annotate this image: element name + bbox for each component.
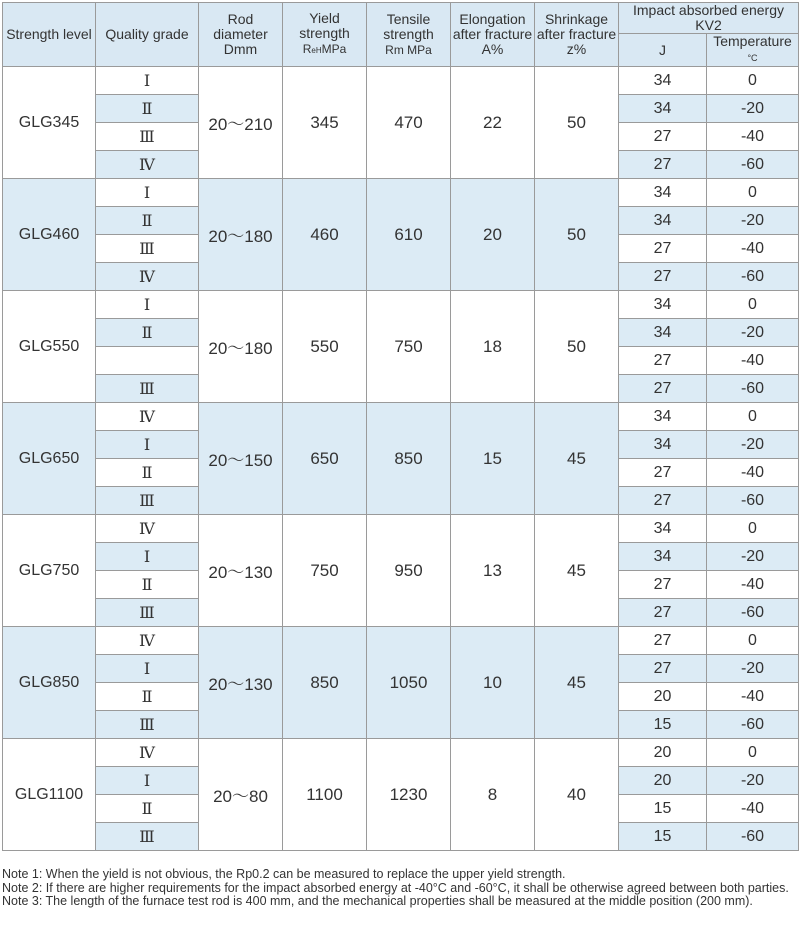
quality-grade-cell: Ⅱ bbox=[96, 319, 199, 347]
quality-grade-cell: Ⅱ bbox=[96, 571, 199, 599]
impact-j-cell: 27 bbox=[619, 347, 707, 375]
impact-temperature-cell: -40 bbox=[707, 235, 799, 263]
impact-temperature-cell: -20 bbox=[707, 95, 799, 123]
impact-j-cell: 34 bbox=[619, 207, 707, 235]
impact-temperature-cell: -60 bbox=[707, 487, 799, 515]
rod-diameter-cell: 20～210 bbox=[199, 67, 283, 179]
impact-temperature-cell: -20 bbox=[707, 655, 799, 683]
quality-grade-cell: Ⅰ bbox=[96, 431, 199, 459]
quality-grade-cell: Ⅲ bbox=[96, 599, 199, 627]
table-row bbox=[3, 739, 799, 767]
elongation-cell: 20 bbox=[451, 179, 535, 291]
yield-strength-cell: 850 bbox=[283, 627, 367, 739]
yield-strength-cell: 1100 bbox=[283, 739, 367, 851]
impact-temperature-cell: -20 bbox=[707, 543, 799, 571]
tensile-strength-cell: 950 bbox=[367, 515, 451, 627]
rod-diameter-cell: 20～150 bbox=[199, 403, 283, 515]
impact-temperature-cell: -40 bbox=[707, 459, 799, 487]
impact-temperature-cell: 0 bbox=[707, 627, 799, 655]
quality-grade-cell: Ⅳ bbox=[96, 403, 199, 431]
strength-level-cell: GLG550 bbox=[3, 291, 96, 403]
tensile-strength-cell: 610 bbox=[367, 179, 451, 291]
note-2: Note 2: If there are higher requirements for the impact absorbed energy at -40°C and -60°C, it shall be otherwise agreed between both parties. bbox=[2, 880, 789, 895]
elongation-cell: 10 bbox=[451, 627, 535, 739]
quality-grade-cell: Ⅳ bbox=[96, 627, 199, 655]
quality-grade-cell: Ⅰ bbox=[96, 179, 199, 207]
table-body bbox=[3, 67, 799, 851]
table-row bbox=[3, 67, 799, 95]
impact-j-cell: 15 bbox=[619, 711, 707, 739]
impact-j-cell: 27 bbox=[619, 375, 707, 403]
quality-grade-cell: Ⅲ bbox=[96, 823, 199, 851]
strength-level-cell: GLG650 bbox=[3, 403, 96, 515]
impact-temperature-cell: 0 bbox=[707, 67, 799, 95]
shrinkage-cell: 50 bbox=[535, 67, 619, 179]
impact-j-cell: 34 bbox=[619, 431, 707, 459]
impact-j-cell: 20 bbox=[619, 683, 707, 711]
quality-grade-cell: Ⅲ bbox=[96, 123, 199, 151]
impact-j-cell: 15 bbox=[619, 823, 707, 851]
mechanical-properties-table bbox=[2, 2, 799, 851]
tensile-strength-label: Tensile strength bbox=[383, 10, 434, 42]
impact-j-cell: 27 bbox=[619, 599, 707, 627]
shrinkage-unit: z% bbox=[566, 41, 587, 57]
elongation-cell: 18 bbox=[451, 291, 535, 403]
impact-temperature-cell: 0 bbox=[707, 739, 799, 767]
impact-j-cell: 27 bbox=[619, 655, 707, 683]
header-quality-grade: Quality grade bbox=[96, 3, 199, 67]
elongation-cell: 13 bbox=[451, 515, 535, 627]
table-row bbox=[3, 627, 799, 655]
header-strength-level: Strength level bbox=[3, 3, 96, 67]
impact-temperature-cell: -60 bbox=[707, 375, 799, 403]
impact-temperature-cell: -60 bbox=[707, 711, 799, 739]
temperature-unit: °C bbox=[747, 53, 758, 63]
rod-diameter-cell: 20～180 bbox=[199, 179, 283, 291]
table-row bbox=[3, 403, 799, 431]
impact-j-cell: 34 bbox=[619, 319, 707, 347]
yield-strength-label: Yield strength bbox=[299, 10, 350, 41]
impact-temperature-cell: -20 bbox=[707, 767, 799, 795]
tensile-strength-cell: 1230 bbox=[367, 739, 451, 851]
impact-temperature-cell: -60 bbox=[707, 599, 799, 627]
rod-diameter-cell: 20～130 bbox=[199, 627, 283, 739]
impact-j-cell: 27 bbox=[619, 263, 707, 291]
impact-j-cell: 20 bbox=[619, 767, 707, 795]
impact-temperature-cell: -40 bbox=[707, 571, 799, 599]
tensile-strength-cell: 1050 bbox=[367, 627, 451, 739]
header-elongation bbox=[451, 3, 535, 67]
tensile-strength-cell: 750 bbox=[367, 291, 451, 403]
strength-level-cell: GLG850 bbox=[3, 627, 96, 739]
shrinkage-cell: 50 bbox=[535, 291, 619, 403]
tensile-strength-cell: 850 bbox=[367, 403, 451, 515]
impact-j-cell: 34 bbox=[619, 543, 707, 571]
note-1: Note 1: When the yield is not obvious, the Rp0.2 can be measured to replace the upper yield strength. bbox=[2, 867, 566, 881]
shrinkage-cell: 50 bbox=[535, 179, 619, 291]
header-impact-j: J bbox=[619, 34, 707, 67]
yield-strength-cell: 650 bbox=[283, 403, 367, 515]
quality-grade-cell bbox=[96, 347, 199, 375]
impact-temperature-cell: -60 bbox=[707, 263, 799, 291]
quality-grade-cell: Ⅱ bbox=[96, 459, 199, 487]
strength-level-cell: GLG1100 bbox=[3, 739, 96, 851]
quality-grade-cell: Ⅱ bbox=[96, 207, 199, 235]
shrinkage-cell: 45 bbox=[535, 627, 619, 739]
impact-temperature-cell: 0 bbox=[707, 179, 799, 207]
elongation-cell: 8 bbox=[451, 739, 535, 851]
quality-grade-cell: Ⅳ bbox=[96, 263, 199, 291]
table-header bbox=[3, 3, 799, 67]
elongation-label: Elongation after fracture bbox=[452, 11, 533, 42]
quality-grade-cell: Ⅲ bbox=[96, 711, 199, 739]
impact-j-cell: 27 bbox=[619, 459, 707, 487]
quality-grade-cell: Ⅲ bbox=[96, 235, 199, 263]
table-row bbox=[3, 291, 799, 319]
shrinkage-cell: 45 bbox=[535, 403, 619, 515]
strength-level-cell: GLG460 bbox=[3, 179, 96, 291]
header-temperature bbox=[707, 34, 799, 67]
quality-grade-cell: Ⅰ bbox=[96, 655, 199, 683]
quality-grade-cell: Ⅰ bbox=[96, 291, 199, 319]
impact-j-cell: 27 bbox=[619, 151, 707, 179]
impact-j-cell: 34 bbox=[619, 291, 707, 319]
shrinkage-cell: 45 bbox=[535, 515, 619, 627]
tensile-strength-cell: 470 bbox=[367, 67, 451, 179]
quality-grade-cell: Ⅰ bbox=[96, 767, 199, 795]
quality-grade-cell: Ⅰ bbox=[96, 543, 199, 571]
quality-grade-cell: Ⅲ bbox=[96, 375, 199, 403]
impact-temperature-cell: -20 bbox=[707, 431, 799, 459]
header-yield-strength bbox=[283, 3, 367, 67]
impact-j-cell: 34 bbox=[619, 67, 707, 95]
elongation-cell: 15 bbox=[451, 403, 535, 515]
impact-j-cell: 20 bbox=[619, 739, 707, 767]
impact-temperature-cell: -40 bbox=[707, 683, 799, 711]
impact-j-cell: 27 bbox=[619, 571, 707, 599]
header-rod-diameter: Rod diameter Dmm bbox=[199, 3, 283, 67]
header-impact-energy: Impact absorbed energy KV2 bbox=[619, 3, 799, 34]
header-shrinkage bbox=[535, 3, 619, 67]
quality-grade-cell: Ⅳ bbox=[96, 151, 199, 179]
shrinkage-label: Shrinkage after fracture bbox=[536, 11, 617, 42]
yield-strength-cell: 750 bbox=[283, 515, 367, 627]
rod-diameter-cell: 20～80 bbox=[199, 739, 283, 851]
shrinkage-cell: 40 bbox=[535, 739, 619, 851]
impact-j-cell: 27 bbox=[619, 487, 707, 515]
table-row bbox=[3, 515, 799, 543]
quality-grade-cell: Ⅳ bbox=[96, 515, 199, 543]
impact-temperature-cell: -20 bbox=[707, 207, 799, 235]
impact-temperature-cell: -20 bbox=[707, 319, 799, 347]
rod-diameter-cell: 20～130 bbox=[199, 515, 283, 627]
quality-grade-cell: Ⅳ bbox=[96, 739, 199, 767]
impact-temperature-cell: -40 bbox=[707, 795, 799, 823]
yield-strength-cell: 550 bbox=[283, 291, 367, 403]
strength-level-cell: GLG750 bbox=[3, 515, 96, 627]
notes-section bbox=[2, 868, 798, 909]
quality-grade-cell: Ⅱ bbox=[96, 795, 199, 823]
impact-j-cell: 34 bbox=[619, 95, 707, 123]
impact-temperature-cell: 0 bbox=[707, 291, 799, 319]
elongation-cell: 22 bbox=[451, 67, 535, 179]
impact-temperature-cell: 0 bbox=[707, 515, 799, 543]
yield-unit: ReHMPa bbox=[302, 42, 347, 56]
quality-grade-cell: Ⅰ bbox=[96, 67, 199, 95]
note-3: Note 3: The length of the furnace test rod is 400 mm, and the mechanical properties shall be measured at the middle position (200 mm). bbox=[2, 894, 753, 908]
impact-temperature-cell: -40 bbox=[707, 123, 799, 151]
yield-strength-cell: 345 bbox=[283, 67, 367, 179]
quality-grade-cell: Ⅱ bbox=[96, 683, 199, 711]
impact-j-cell: 15 bbox=[619, 795, 707, 823]
impact-j-cell: 34 bbox=[619, 179, 707, 207]
impact-temperature-cell: -60 bbox=[707, 151, 799, 179]
strength-level-cell: GLG345 bbox=[3, 67, 96, 179]
impact-temperature-cell: -60 bbox=[707, 823, 799, 851]
impact-j-cell: 27 bbox=[619, 627, 707, 655]
rod-diameter-cell: 20～180 bbox=[199, 291, 283, 403]
yield-strength-cell: 460 bbox=[283, 179, 367, 291]
impact-temperature-cell: 0 bbox=[707, 403, 799, 431]
impact-j-cell: 27 bbox=[619, 123, 707, 151]
elongation-unit: A% bbox=[481, 41, 504, 57]
spec-sheet bbox=[2, 2, 798, 851]
impact-temperature-cell: -40 bbox=[707, 347, 799, 375]
tensile-unit: Rm MPa bbox=[385, 42, 432, 57]
header-tensile-strength bbox=[367, 3, 451, 67]
impact-j-cell: 27 bbox=[619, 235, 707, 263]
table-row bbox=[3, 179, 799, 207]
impact-j-cell: 34 bbox=[619, 403, 707, 431]
quality-grade-cell: Ⅱ bbox=[96, 95, 199, 123]
temperature-label: Temperature bbox=[713, 33, 792, 49]
impact-j-cell: 34 bbox=[619, 515, 707, 543]
quality-grade-cell: Ⅲ bbox=[96, 487, 199, 515]
